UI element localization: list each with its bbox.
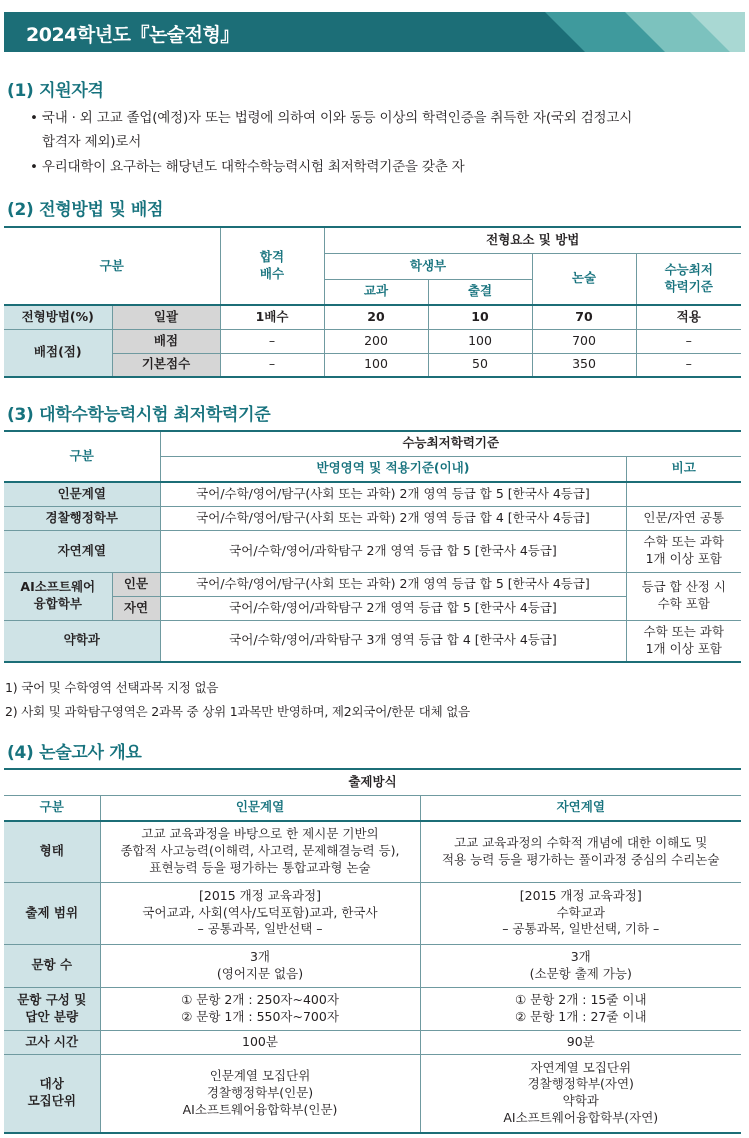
header-pass-ratio: 합격 배수 (220, 227, 324, 305)
row-natural: ① 문항 2개 : 15줄 이내 ② 문항 1개 : 27줄 이내 (420, 987, 741, 1030)
header-min-standard: 수능최저 학력기준 (636, 253, 741, 305)
section-eligibility-title: (1) 지원자격 (7, 81, 104, 101)
row-label: 고사 시간 (4, 1030, 100, 1054)
row-natural: 3개 (소문항 출제 가능) (420, 944, 741, 987)
method-table (4, 226, 741, 378)
row-method-sub: 일괄 (112, 305, 220, 329)
cell: – (220, 353, 324, 377)
cell: 10 (428, 305, 532, 329)
header-humanities: 인문계열 (100, 795, 420, 821)
cell: 200 (324, 329, 428, 353)
row-base-sub: 기본점수 (112, 353, 220, 377)
header-essay: 논술 (532, 253, 636, 305)
row-label: 형태 (4, 821, 100, 882)
header-method: 출제방식 (4, 769, 741, 795)
row-sub: 인문 (112, 572, 160, 596)
row-label: 약학과 (4, 620, 160, 662)
cell: – (220, 329, 324, 353)
cell: 70 (532, 305, 636, 329)
row-natural: [2015 개정 교육과정] 수학교과 – 공통과목, 일반선택, 기하 – (420, 882, 741, 944)
header-natural: 자연계열 (420, 795, 741, 821)
header-gubun: 구분 (4, 227, 220, 305)
row-score-label: 배점(점) (4, 329, 112, 377)
row-label: 대상 모집단위 (4, 1054, 100, 1133)
page-title: 2024학년도『논술전형』 (26, 24, 239, 46)
header-attendance: 출결 (428, 279, 532, 305)
row-criteria: 국어/수학/영어/과학탐구 3개 영역 등급 합 4 [한국사 4등급] (160, 620, 626, 662)
footnote-2: 2) 사회 및 과학탐구영역은 2과목 중 상위 1과목만 반영하며, 제2외국어/한문 대체 없음 (5, 704, 470, 719)
row-sub: 자연 (112, 596, 160, 620)
row-method-label: 전형방법(%) (4, 305, 112, 329)
row-label: AI소프트웨어 융합학부 (4, 572, 112, 620)
row-label: 자연계열 (4, 530, 160, 572)
cell: 700 (532, 329, 636, 353)
cell: 1배수 (220, 305, 324, 329)
header-elements: 전형요소 및 방법 (324, 227, 741, 253)
cell: 20 (324, 305, 428, 329)
row-label: 문항 수 (4, 944, 100, 987)
row-humanities: 고교 교육과정을 바탕으로 한 제시문 기반의 종합적 사고능력(이해력, 사고력, 문제해결능력 등), 표현능력 등을 평가하는 통합교과형 논술 (100, 821, 420, 882)
section-csat-title: (3) 대학수학능력시험 최저학력기준 (7, 405, 271, 425)
row-humanities: ① 문항 2개 : 250자~400자 ② 문항 1개 : 550자~700자 (100, 987, 420, 1030)
row-label: 인문계열 (4, 482, 160, 506)
row-note (626, 482, 741, 506)
row-criteria: 국어/수학/영어/과학탐구 2개 영역 등급 합 5 [한국사 4등급] (160, 530, 626, 572)
row-score-sub: 배점 (112, 329, 220, 353)
eligibility-bullet-2: • 우리대학이 요구하는 해당년도 대학수학능력시험 최저학력기준을 갖춘 자 (30, 159, 465, 175)
row-note: 인문/자연 공통 (626, 506, 741, 530)
header-banner (4, 12, 745, 52)
header-area: 반영영역 및 적용기준(이내) (160, 456, 626, 482)
section-essay-title: (4) 논술고사 개요 (7, 743, 142, 763)
header-min-standard: 수능최저학력기준 (160, 431, 741, 456)
row-label: 문항 구성 및 답안 분량 (4, 987, 100, 1030)
row-humanities: 인문계열 모집단위 경찰행정학부(인문) AI소프트웨어융합학부(인문) (100, 1054, 420, 1133)
essay-table (4, 768, 741, 1134)
header-student-record: 학생부 (324, 253, 532, 279)
banner-decoration (475, 12, 745, 52)
cell: – (636, 329, 741, 353)
cell: 100 (428, 329, 532, 353)
row-humanities: 100분 (100, 1030, 420, 1054)
header-note: 비고 (626, 456, 741, 482)
row-criteria: 국어/수학/영어/탐구(사회 또는 과학) 2개 영역 등급 합 4 [한국사 4등급] (160, 506, 626, 530)
row-humanities: [2015 개정 교육과정] 국어교과, 사회(역사/도덕포함)교과, 한국사 – 공통과목, 일반선택 – (100, 882, 420, 944)
row-note: 수학 또는 과학 1개 이상 포함 (626, 530, 741, 572)
row-note: 수학 또는 과학 1개 이상 포함 (626, 620, 741, 662)
row-criteria: 국어/수학/영어/탐구(사회 또는 과학) 2개 영역 등급 합 5 [한국사 4등급] (160, 572, 626, 596)
row-natural: 고교 교육과정의 수학적 개념에 대한 이해도 및 적용 능력 등을 평가하는 풀이과정 중심의 수리논술 (420, 821, 741, 882)
cell: 350 (532, 353, 636, 377)
footnote-1: 1) 국어 및 수학영역 선택과목 지정 없음 (5, 680, 219, 695)
csat-table (4, 430, 741, 663)
eligibility-bullet-1-cont: 합격자 제외)로서 (42, 134, 142, 150)
section-method-title: (2) 전형방법 및 배점 (7, 200, 164, 220)
cell: – (636, 353, 741, 377)
row-natural: 자연계열 모집단위 경찰행정학부(자연) 약학과 AI소프트웨어융합학부(자연) (420, 1054, 741, 1133)
cell: 적용 (636, 305, 741, 329)
row-criteria: 국어/수학/영어/과학탐구 2개 영역 등급 합 5 [한국사 4등급] (160, 596, 626, 620)
cell: 100 (324, 353, 428, 377)
header-gubun: 구분 (4, 795, 100, 821)
row-note: 등급 합 산정 시 수학 포함 (626, 572, 741, 620)
row-humanities: 3개 (영어지문 없음) (100, 944, 420, 987)
row-natural: 90분 (420, 1030, 741, 1054)
row-label: 경찰행정학부 (4, 506, 160, 530)
eligibility-bullet-1: • 국내 · 외 고교 졸업(예정)자 또는 법령에 의하여 이와 동등 이상의 학력인증을 취득한 자(국외 검정고시 (30, 110, 633, 126)
header-gubun: 구분 (4, 431, 160, 482)
header-course: 교과 (324, 279, 428, 305)
cell: 50 (428, 353, 532, 377)
row-criteria: 국어/수학/영어/탐구(사회 또는 과학) 2개 영역 등급 합 5 [한국사 4등급] (160, 482, 626, 506)
row-label: 출제 범위 (4, 882, 100, 944)
